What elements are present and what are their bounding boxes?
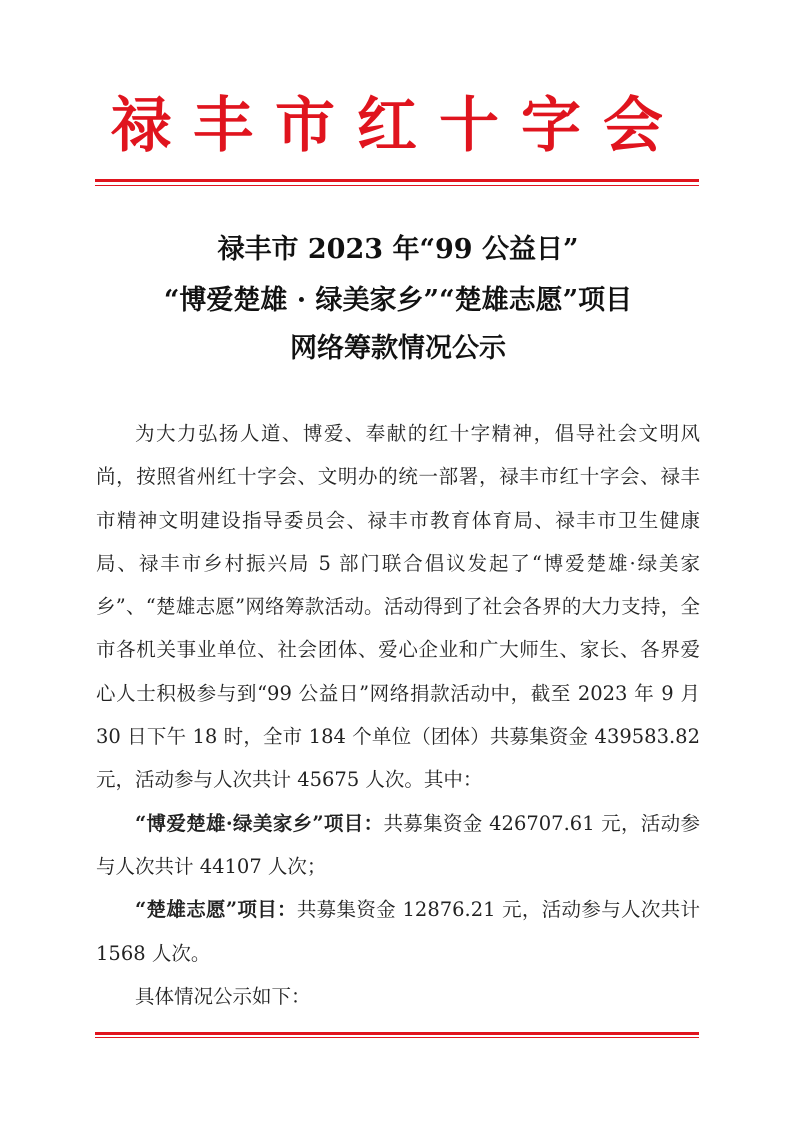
body-paragraph-lead-in: 具体情况公示如下： [135, 984, 311, 1008]
document-body [96, 412, 700, 1018]
body-paragraph-project-2 [96, 888, 700, 975]
title-line-2: “博爱楚雄 · 绿美家乡”“楚雄志愿”项目 [163, 285, 633, 316]
body-paragraph-project-1 [96, 802, 700, 889]
project-1-label: “博爱楚雄·绿美家乡”项目： [135, 811, 384, 835]
project-2-label: “楚雄志愿”项目： [135, 898, 297, 922]
footer-rule-thick [95, 1032, 699, 1035]
header-rule-thin [95, 185, 699, 186]
title-line-3: 网络筹款情况公示 [290, 333, 506, 364]
footer-rule-thin [95, 1037, 699, 1038]
project-1-text: 共募集资金 426707.61 元，活动参与人次共计 44107 人次； [96, 811, 700, 878]
org-masthead: 禄丰市红十字会 [111, 91, 685, 161]
title-line-1: 禄丰市 2023 年“99 公益日” [217, 234, 579, 265]
body-paragraph-intro: 为大力弘扬人道、博爱、奉献的红十字精神，倡导社会文明风尚，按照省州红十字会、文明办的统一部署，禄丰市红十字会、禄丰市精神文明建设指导委员会、禄丰市教育体育局、禄丰市卫生健康局、禄丰市乡村振兴局 5 部门联合倡议发起了“博爱楚雄·绿美家乡”、“楚雄志愿”网络筹款活动。活动得到了社会各界的大力支持，全市各机关事业单位、社会团体、爱心企业和广大师生、家长、各界爱心人士积极参与到“99 公益日”网络捐款活动中，截至 2023 年 9 月 30 日下午 18 时，全市 184 个单位（团体）共募集资金 439583.82 元，活动参与人次共计 45675 人次。其中： [96, 422, 700, 792]
header-rule-thick [95, 179, 699, 182]
project-2-text: 共募集资金 12876.21 元，活动参与人次共计 1568 人次。 [96, 898, 700, 965]
